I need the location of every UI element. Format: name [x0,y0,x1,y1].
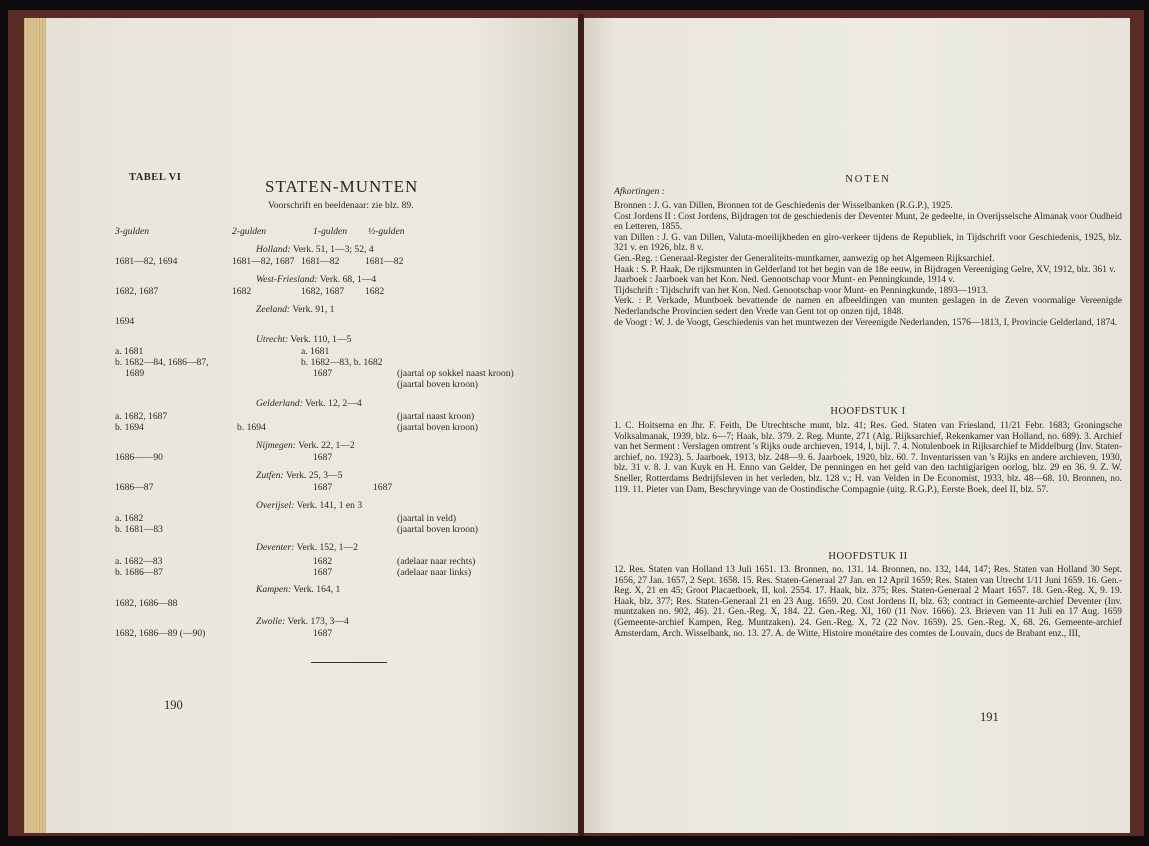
city-kampen: Kampen: Verk. 164, 1 [256,584,341,595]
city-zwolle: Zwolle: Verk. 173, 3—4 [256,616,349,627]
table-cell: 1681—82, 1694 [115,256,178,267]
abbrev-entry: Verk. : P. Verkade, Muntboek bevattende de namen en afbeeldingen van munten geslagen in de Zeven voormalige Vereenigde Nederlandsche Provincien sedert den Vrede van Gent tot op onzen tijd, 1848. [614,296,1122,317]
abbrev-label: Afkortingen : [614,186,665,197]
notes-title: NOTEN [845,174,891,185]
chapter-1-text: 1. C. Hoitsema en Jhr. F. Feith, De Utrechtsche munt, blz. 41; Res. Ged. Staten van Friesland, 11/21 Febr. 1683; Groningsche Volksalmanak, 1939, blz. 6—7; Haak, blz. 379. 2. Reg. Munte, 271 (Alg. Rijksarchief, Rekenkamer van Holland, no. 689). 3. Archief van het Serment : Verslagen omtrent 's Rijks oude archieven, 1914, I, bijl. 7. 4. Notulenboek in Rijksarchief te Middelburg (Inv. Staten-archief, no. 1923). 5. Jaarboek, 1913, blz. 248—9. 6. Jaarboek, 1920, blz. 60. 7. Inventarissen van 's Rijks en andere archieven, 1930, blz. 31 v. 8. J. van Kuyk en H. Enno van Gelder, De penningen en het geld van den tachtigjarigen oorlog, blz. 29 en 36. 9. Z. W. Sneller, Rotterdams Bedrijfsleven in het verleden, blz. 128 v.; H. van Velden in De Economist, 1933, blz. 48—68. 10. Bronnen, no. 119. 11. Pieter van Dam, Beschryvinge van de Oostindische Compagnie (uitg. R.G.P.), Eerste Boek, deel II, blz. 57. [614,421,1122,495]
table-cell: 1687 [373,482,393,493]
province-zeeland: Zeeland: Verk. 91, 1 [256,304,335,315]
abbrev-entry: Jaarboek : Jaarboek van het Kon. Ned. Genootschap voor Munt- en Penningkunde, 1914 v. [614,275,955,286]
table-cell: 1682 [313,556,333,567]
table-cell: b. 1694 [237,422,266,433]
col-header-3gulden: 3-gulden [115,226,150,237]
table-cell: 1687 [313,628,333,639]
table-cell: 1682, 1686—88 [115,598,178,609]
table-cell: b. 1694 [115,422,144,433]
table-cell: b. 1686—87 [115,567,163,578]
table-cell: 1681—82 [301,256,340,267]
col-header-halfgulden: ½-gulden [368,226,405,237]
table-cell: 1687 [313,482,333,493]
table-cell: 1681—82, 1687 [232,256,295,267]
table-cell: 1682 [232,286,252,297]
page-title: STATEN-MUNTEN [265,177,419,196]
province-gelderland: Gelderland: Verk. 12, 2—4 [256,398,362,409]
end-rule [311,662,387,663]
table-cell: a. 1681 [115,346,144,357]
table-cell: 1687 [313,368,333,379]
table-note: (jaartal boven kroon) [397,422,478,433]
page-number: 190 [164,698,183,712]
chapter-2-heading: HOOFDSTUK II [828,551,908,562]
table-note: (jaartal in veld) [397,513,457,524]
table-note: (adelaar naar links) [397,567,472,578]
province-westfriesland: West-Friesland: Verk. 68, 1—4 [256,274,377,285]
table-cell: a. 1681 [301,346,330,357]
abbrev-entry: Gen.-Reg. : Generaal-Register der Generaliteits-muntkamer, aanwezig op het Algemeen Rijksarchief. [614,253,995,264]
chapter-2-text: 12. Res. Staten van Holland 13 Juli 1651. 13. Bronnen, no. 131. 14. Bronnen, no. 132, 144, 147; Res. Staten van Holland 30 Sept. 1656, 27 Jan. 1657, 2 Sept. 1658. 15. Res. Staten-Generaal 27 Jan. en 12 April 1659; Res. Staten van Utrecht 1/11 Juni 1659. 16. Gen.-Reg. X, 21 en 45; Groot Placaetboek, II, kol. 2554. 17. Haak, blz. 375; Res. Staten-Generaal 2 Maart 1657. 18. Gen.-Reg. X, 9. 19. Haak, blz. 377; Res. Staten-Generaal 21 en 23 Aug. 1659. 20. Cost Jordens II, blz. 63; contract in Gemeente-archief Deventer (Inv. muntzaken no. 902, 46). 21. Gen.-Reg. X, 184. 22. Gen.-Reg. XI, 160 (11 Nov. 1666). 23. Brieven van 11 Juli en 17 Aug. 1659 (Gemeente-archief Kampen, Reg. Muntzaken). 24. Gen.-Reg. X, 72 (22 Nov. 1659). 25. Gen.-Reg. X, 68. 26. Gemeente-archief Amsterdam, Arch. Wisselbank, no. 13. 27. A. de Witte, Histoire monétaire des comtes de Louvain, ducs de Brabant enz., III, [614,565,1122,639]
table-cell: 1682, 1687 [301,286,345,297]
abbrev-entry: Tijdschrift : Tijdschrift van het Kon. Ned. Genootschap voor Munt- en Penningkunde, 1893—1913. [614,285,989,296]
page-edges [24,18,46,833]
table-cell: 1689 [125,368,145,379]
table-note: (adelaar naar rechts) [397,556,476,567]
table-note: (jaartal naast kroon) [397,411,475,422]
table-note: (jaartal boven kroon) [397,379,478,390]
table-cell: a. 1682 [115,513,144,524]
city-nijmegen: Nijmegen: Verk. 22, 1—2 [256,440,355,451]
page-number: 191 [980,710,999,724]
table-cell: 1687 [313,567,333,578]
table-cell: 1686——90 [115,452,163,463]
province-utrecht: Utrecht: Verk. 110, 1—5 [256,334,352,345]
abbrev-entry: Haak : S. P. Haak, De rijksmunten in Gelderland tot het begin van de 18e eeuw, in Bijdragen Vereeniging Gelre, XV, 1912, blz. 361 v. [614,264,1116,275]
city-zutfen: Zutfen: Verk. 25, 3—5 [256,470,343,481]
abbrev-entry: de Voogt : W. J. de Voogt, Geschiedenis van het muntwezen der Vereenigde Nederlanden, 1576—1813, I, Provincie Gelderland, 1874. [614,317,1118,328]
subtitle: Voorschrift en beeldenaar: zie blz. 89. [268,200,414,211]
chapter-2-notes [614,565,1122,639]
chapter-1-heading: HOOFDSTUK I [830,406,906,417]
abbrev-entry: Bronnen : J. G. van Dillen, Bronnen tot de Geschiedenis der Wisselbanken (R.G.P.), 1925. [614,201,953,211]
col-header-2gulden: 2-gulden [232,226,267,237]
table-cell: b. 1682—84, 1686—87, [115,357,209,368]
chapter-1-notes [614,421,1122,495]
col-header-1gulden: 1-gulden [313,226,348,237]
table-cell: 1682, 1686—89 (—90) [115,628,206,639]
abbrev-entry: van Dillen : J. G. van Dillen, Valuta-moeilijkheden en giro-verkeer tijdens de Republiek, in Tijdschrift voor Geschiedenis, 1925, blz. 321 v. en 1926, blz. 8 v. [614,232,1122,254]
table-note: (jaartal boven kroon) [397,524,478,535]
book-gutter [578,14,584,836]
city-deventer: Deventer: Verk. 152, 1—2 [256,542,358,553]
table-note: (jaartal op sokkel naast kroon) [397,368,514,379]
table-cell: a. 1682, 1687 [115,411,168,422]
table-cell: 1686—87 [115,482,154,493]
abbreviations [614,201,1122,328]
province-holland: Holland: Verk. 51, 1—3; 52, 4 [256,244,374,255]
table-cell: 1694 [115,316,135,327]
abbrev-entry: Cost Jordens II : Cost Jordens, Bijdragen tot de geschiedenis der Deventer Munt, 2e gedeelte, in Overijsselsche Almanak voor Oudheid en Letteren, 1855. [614,211,1122,233]
table-cell: 1682 [365,286,385,297]
table-cell: a. 1682—83 [115,556,163,567]
table-cell: 1681—82 [365,256,404,267]
province-overijsel: Overijsel: Verk. 141, 1 en 3 [256,500,363,511]
table-label: TABEL VI [129,172,182,183]
table-cell: b. 1682—83, b. 1682 [301,357,383,368]
table-cell: 1687 [313,452,333,463]
table-cell: 1682, 1687 [115,286,159,297]
table-cell: b. 1681—83 [115,524,163,535]
